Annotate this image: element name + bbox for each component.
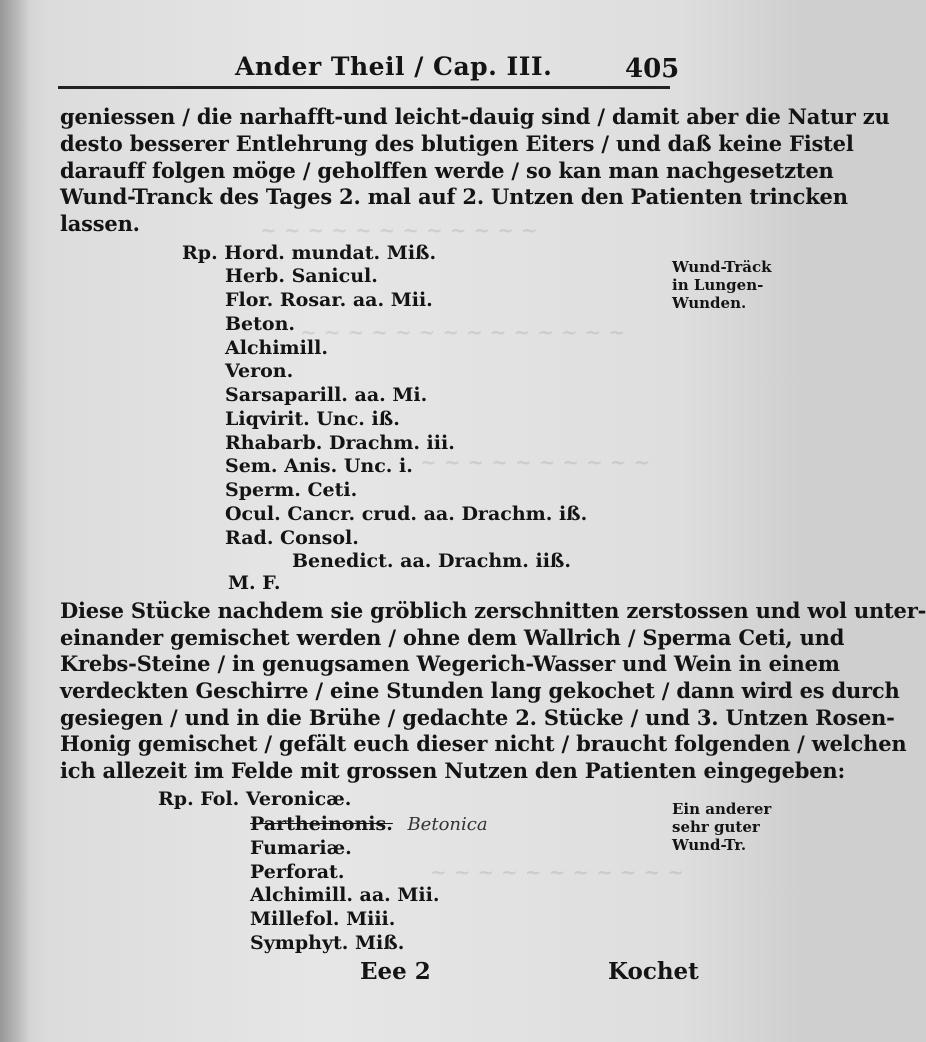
- text-line: lassen.: [60, 211, 140, 236]
- text-line: ich allezeit im Felde mit grossen Nutzen den Patienten eingegeben:: [60, 758, 846, 783]
- recipe-line: Rhabarb. Drachm. iii.: [225, 432, 455, 454]
- recipe-line: Ocul. Cancr. crud. aa. Drachm. iß.: [225, 503, 588, 525]
- recipe-line-corrected: [250, 813, 488, 835]
- header-rule: [58, 86, 670, 89]
- recipe-line: Liqvirit. Unc. iß.: [225, 408, 400, 430]
- margin-note-line: sehr guter: [672, 818, 760, 836]
- text-line: einander gemischet werden / ohne dem Wallrich / Sperma Ceti, und: [60, 625, 845, 650]
- recipe-line: Flor. Rosar. aa. Mii.: [225, 289, 433, 311]
- recipe-line: Veron.: [225, 360, 294, 382]
- page-number: 405: [625, 54, 680, 84]
- page-gutter-shadow: [0, 0, 30, 1042]
- recipe-line: Beton.: [225, 313, 296, 335]
- text-line: Honig gemischet / gefält euch dieser nicht / braucht folgenden / welchen: [60, 731, 907, 756]
- text-line: verdeckten Geschirre / eine Stunden lang gekochet / dann wird es durch: [60, 678, 900, 703]
- margin-note-line: in Lungen-: [672, 276, 764, 294]
- recipe-line: Sperm. Ceti.: [225, 479, 358, 501]
- recipe-line: Sem. Anis. Unc. i.: [225, 455, 413, 477]
- recipe-line: Rad. Consol.: [225, 527, 359, 549]
- recipe-line: Millefol. Miii.: [250, 908, 396, 930]
- recipe-line: Benedict. aa. Drachm. iiß.: [292, 550, 571, 572]
- text-line: gesiegen / und in die Brühe / gedachte 2. Stücke / und 3. Untzen Rosen-: [60, 705, 895, 730]
- margin-note-2: [672, 800, 771, 854]
- recipe-line: Alchimill. aa. Mii.: [250, 884, 440, 906]
- show-through-text: ~ ~ ~ ~ ~ ~ ~ ~ ~ ~: [420, 450, 651, 474]
- recipe-line: Fumariæ.: [250, 837, 352, 859]
- recipe-line: Alchimill.: [225, 337, 328, 359]
- page-header: [0, 52, 800, 88]
- text-line: Krebs-Steine / in genugsamen Wegerich-Wasser und Wein in einem: [60, 651, 840, 676]
- show-through-text: ~ ~ ~ ~ ~ ~ ~ ~ ~ ~ ~: [430, 860, 684, 884]
- text-line: darauff folgen möge / geholffen werde / so kan man nachgesetzten: [60, 158, 834, 183]
- text-line: desto besserer Entlehrung des blutigen Eiters / und daß keine Fistel: [60, 131, 854, 156]
- text-line: geniessen / die narhafft-und leicht-dauig sind / damit aber die Natur zu: [60, 104, 890, 129]
- margin-note-line: Ein anderer: [672, 800, 772, 818]
- recipe-line: M. F.: [228, 572, 281, 594]
- recipe-line: Rp. Hord. mundat. Miß.: [182, 242, 437, 264]
- running-head: Ander Theil / Cap. III.: [235, 52, 553, 81]
- catchword: Kochet: [608, 958, 699, 985]
- recipe-line: Sarsaparill. aa. Mi.: [225, 384, 428, 406]
- margin-note-1: [672, 258, 772, 312]
- recipe-line: Perforat.: [250, 861, 345, 883]
- recipe-line: Rp. Fol. Veronicæ.: [158, 788, 352, 810]
- recipe-line: Herb. Sanicul.: [225, 265, 378, 287]
- signature-mark: Eee 2: [360, 958, 431, 985]
- handwritten-correction: Betonica: [407, 814, 488, 835]
- margin-note-line: Wunden.: [672, 294, 747, 312]
- text-line: Wund-Tranck des Tages 2. mal auf 2. Untzen den Patienten trincken: [60, 184, 848, 209]
- margin-note-line: Wund-Träck: [672, 258, 772, 276]
- show-through-text: ~ ~ ~ ~ ~ ~ ~ ~ ~ ~ ~ ~ ~ ~: [300, 320, 626, 344]
- text-line: Diese Stücke nachdem sie gröblich zerschnitten zerstossen und wol unter-: [60, 598, 926, 623]
- struck-ingredient: Partheinonis.: [250, 813, 393, 835]
- recipe-line: Symphyt. Miß.: [250, 932, 405, 954]
- margin-note-line: Wund-Tr.: [672, 836, 747, 854]
- show-through-text: ~ ~ ~ ~ ~ ~ ~ ~ ~ ~ ~ ~: [260, 218, 538, 242]
